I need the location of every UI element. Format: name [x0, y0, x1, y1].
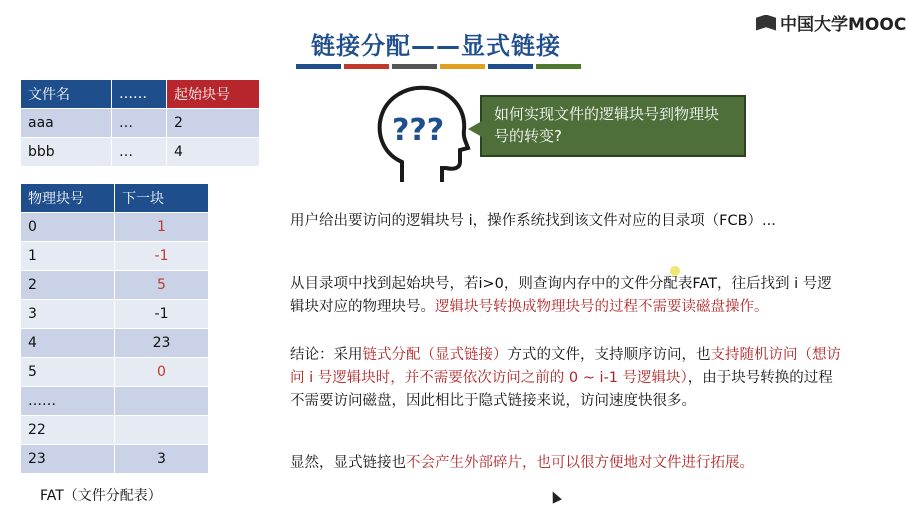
cell: 3 — [21, 300, 115, 329]
paragraph-3-text: 结论：采用 — [290, 347, 363, 363]
fat-table — [20, 183, 209, 474]
header-ellipsis: …… — [112, 80, 167, 109]
cell — [115, 416, 209, 445]
paragraph-3 — [290, 344, 842, 413]
cell: 5 — [21, 358, 115, 387]
cell: 3 — [115, 445, 209, 474]
slide-title: 链接分配——显式链接 — [311, 32, 561, 60]
paragraph-3-text: 方式的文件，支持顺序访问，也 — [507, 347, 711, 363]
cell: aaa — [21, 109, 112, 138]
cell: -1 — [115, 300, 209, 329]
stripe — [296, 64, 341, 69]
logo-text: 中国大学MOOC — [780, 15, 906, 35]
fat-caption: FAT（文件分配表） — [40, 488, 162, 504]
cell: 5 — [115, 271, 209, 300]
svg-text:???: ??? — [392, 113, 445, 148]
paragraph-3-highlight: 支持随机访问（想访问 i 号逻辑块时，并不需要依次访问之前的 0 ~ i-1 号逻辑块） — [290, 347, 841, 386]
stripe — [344, 64, 389, 69]
mouse-cursor-icon — [548, 489, 562, 503]
paragraph-2-text: 从目录项中找到起始块号，若i>0，则查询内存中的文件分配表FAT，往后找到 i 号逻辑块对应的物理块号。 — [290, 276, 832, 315]
paragraph-3-text: ，由于块号转换的过程不需要访问磁盘，因此相比于隐式链接来说，访问速度快很多。 — [290, 370, 833, 409]
cell: 2 — [167, 109, 260, 138]
stripe — [440, 64, 485, 69]
cell: 23 — [115, 329, 209, 358]
paragraph-3-highlight: 链式分配（显式链接） — [362, 347, 508, 363]
cell: 2 — [21, 271, 115, 300]
stripe — [488, 64, 533, 69]
stripe — [536, 64, 581, 69]
cell: 4 — [21, 329, 115, 358]
paragraph-2-highlight: 逻辑块号转换成物理块号的过程不需要读磁盘操作。 — [435, 299, 769, 315]
paragraph-2 — [290, 273, 838, 319]
cell: 1 — [21, 242, 115, 271]
logo-icon — [756, 15, 776, 31]
cell: 0 — [21, 213, 115, 242]
paragraph-4-highlight: 不会产生外部碎片，也可以很方便地对文件进行拓展。 — [406, 455, 754, 471]
cell: … — [112, 138, 167, 167]
directory-table — [20, 79, 260, 167]
cell: bbb — [21, 138, 112, 167]
thinking-head-icon — [372, 82, 472, 192]
header-filename: 文件名 — [21, 80, 112, 109]
paragraph-1: 用户给出要访问的逻辑块号 i，操作系统找到该文件对应的目录项（FCB）... — [290, 213, 776, 229]
cell: 23 — [21, 445, 115, 474]
question-bubble: 如何实现文件的逻辑块号到物理块号的转变? — [480, 95, 746, 157]
cell — [115, 387, 209, 416]
logo — [756, 10, 906, 35]
pointer-highlight — [670, 266, 680, 276]
header-next-block: 下一块 — [115, 184, 209, 213]
cell: …… — [21, 387, 115, 416]
stripe — [392, 64, 437, 69]
cell: 0 — [115, 358, 209, 387]
cell: 1 — [115, 213, 209, 242]
cell: -1 — [115, 242, 209, 271]
header-physical-block: 物理块号 — [21, 184, 115, 213]
header-start-block: 起始块号 — [167, 80, 260, 109]
cell: … — [112, 109, 167, 138]
cell: 22 — [21, 416, 115, 445]
cell: 4 — [167, 138, 260, 167]
paragraph-4-text: 显然，显式链接也 — [290, 455, 406, 471]
paragraph-4 — [290, 452, 838, 475]
title-stripes — [296, 64, 581, 69]
